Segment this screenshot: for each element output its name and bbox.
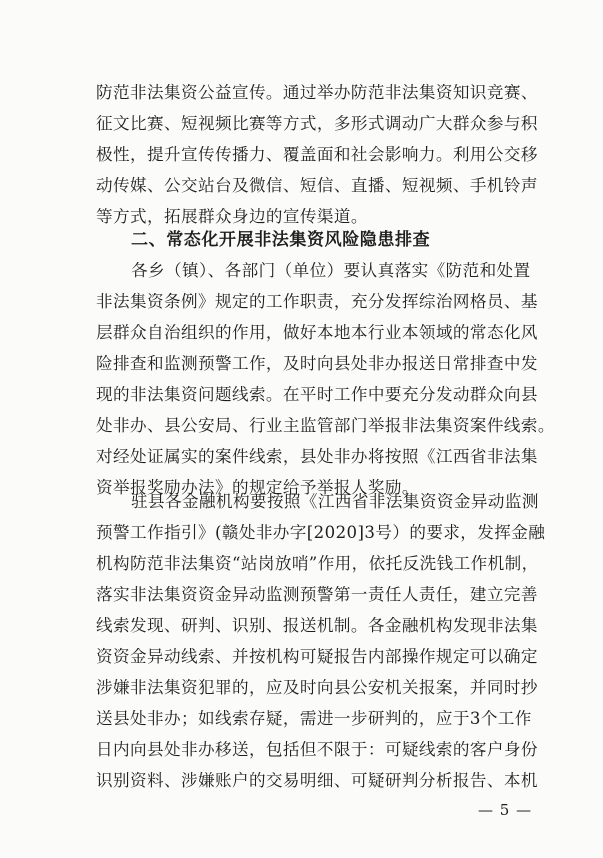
paragraph-2-line-8: 资举报奖励办法》的规定给予举报人奖励。 (96, 478, 419, 497)
paragraph-3-line-6: 资资金异动线索、并按机构可疑报告内部操作规定可以确定 (96, 647, 538, 666)
section-heading: 二、常态化开展非法集资风险隐患排查 (131, 230, 431, 250)
paragraph-1-line-1: 防范非法集资公益宣传。通过举办防范非法集资知识竞赛、 (96, 83, 538, 102)
paragraph-1-line-3: 极性，提升宣传传播力、覆盖面和社会影响力。利用公交移 (96, 145, 538, 164)
paragraph-3-line-9: 日内向县处非办移送，包括但不限于：可疑线索的客户身份 (96, 740, 538, 759)
paragraph-3-line-4: 落实非法集资资金异动监测预警第一责任人责任，建立完善 (96, 585, 538, 604)
paragraph-1-line-2: 征文比赛、短视频比赛等方式，多形式调动广大群众参与积 (96, 114, 538, 133)
paragraph-2-line-3: 层群众自治组织的作用，做好本地本行业本领域的常态化风 (96, 323, 538, 342)
paragraph-3-line-8: 送县处非办；如线索存疑，需进一步研判的，应于3个工作 (96, 709, 532, 728)
paragraph-1-line-5: 等方式，拓展群众身边的宣传渠道。 (96, 207, 368, 226)
paragraph-3-line-7: 涉嫌非法集资犯罪的，应及时向县公安机关报案，并同时抄 (96, 678, 538, 697)
paragraph-2-line-7: 对经处证属实的案件线索，县处非办将按照《江西省非法集 (96, 447, 538, 466)
paragraph-2-line-5: 现的非法集资问题线索。在平时工作中要充分发动群众向县 (96, 385, 538, 404)
paragraph-2-line-4: 险排查和监测预警工作，及时向县处非办报送日常排查中发 (96, 354, 538, 373)
paragraph-3-line-10: 识别资料、涉嫌账户的交易明细、可疑研判分析报告、本机 (96, 771, 538, 790)
paragraph-3-line-1: 驻县各金融机构要按照《江西省非法集资资金异动监测 (131, 492, 539, 511)
paragraph-1-line-4: 动传媒、公交站台及微信、短信、直播、短视频、手机铃声 (96, 176, 538, 195)
paragraph-3-line-3: 机构防范非法集资“站岗放哨”作用，依托反洗钱工作机制， (96, 554, 539, 573)
paragraph-2-line-1: 各乡（镇）、各部门（单位）要认真落实《防范和处置 (131, 261, 531, 280)
page-number: — 5 — (478, 801, 533, 819)
paragraph-3-line-5: 线索发现、研判、识别、报送机制。各金融机构发现非法集 (96, 616, 538, 635)
paragraph-2-line-2: 非法集资条例》规定的工作职责，充分发挥综治网格员、基 (96, 292, 538, 311)
paragraph-2-line-6: 处非办、县公安局、行业主监管部门举报非法集资案件线索。 (96, 416, 555, 435)
paragraph-3-line-2: 预警工作指引》(赣处非办字[2020]3号）的要求，发挥金融 (96, 523, 546, 542)
